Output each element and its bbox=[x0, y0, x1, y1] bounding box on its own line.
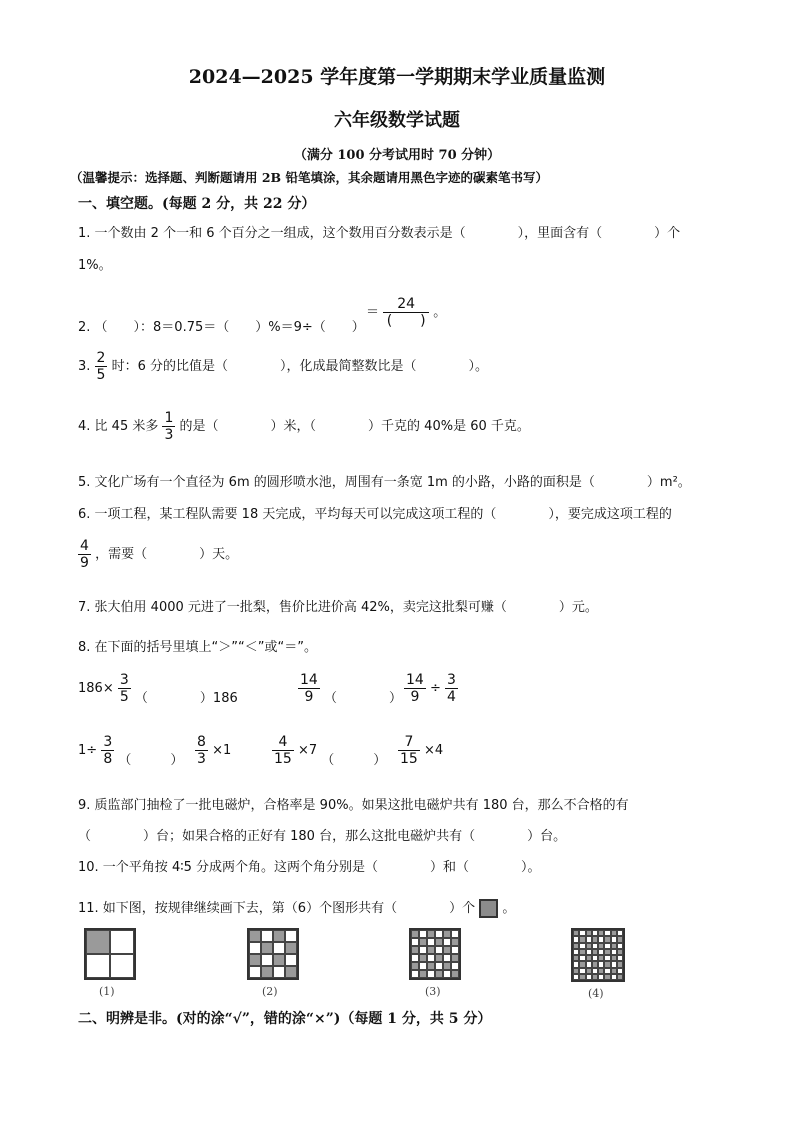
q8c-den1: 9 bbox=[410, 689, 420, 706]
q8a-post: （ ）186 bbox=[134, 691, 238, 707]
pattern-cell bbox=[411, 946, 419, 954]
q8b-den: 9 bbox=[304, 689, 314, 706]
pattern-cell bbox=[427, 946, 435, 954]
pattern-cell bbox=[435, 954, 443, 962]
pattern-cell bbox=[451, 962, 459, 970]
pattern-cell bbox=[411, 938, 419, 946]
q4-text: 的是（ ）米，（ ）千克的 40%是 60 千克。 bbox=[179, 419, 530, 435]
pattern-cell bbox=[273, 930, 285, 942]
figure-3-label: (3) bbox=[425, 985, 441, 998]
q3-denominator: 5 bbox=[96, 367, 106, 384]
pattern-figure-4 bbox=[571, 928, 625, 982]
q3-text: 时：6 分的比值是（ ），化成最简整数比是（ ）。 bbox=[111, 359, 489, 375]
q3-numerator: 2 bbox=[96, 350, 106, 366]
q8e-fraction bbox=[195, 734, 208, 767]
q2-numerator: 24 bbox=[383, 296, 429, 313]
pattern-cell bbox=[261, 966, 273, 978]
q8c-op: ÷ bbox=[429, 681, 441, 697]
pattern-cell bbox=[86, 954, 110, 978]
pattern-cell bbox=[285, 966, 297, 978]
figure-2-label: (2) bbox=[262, 985, 278, 998]
pattern-cell bbox=[451, 946, 459, 954]
pattern-cell bbox=[435, 930, 443, 938]
pattern-cell bbox=[451, 930, 459, 938]
pattern-cell bbox=[411, 962, 419, 970]
q8a-fraction bbox=[118, 672, 131, 705]
question-9-line1: 9. 质监部门抽检了一批电磁炉，合格率是 90%。如果这批电磁炉共有 180 台，那么不合格的有 bbox=[78, 798, 629, 813]
q8-item-f bbox=[272, 734, 386, 767]
pattern-cell bbox=[249, 954, 261, 966]
figure-1-label: (1) bbox=[99, 985, 115, 998]
q2-eq: ＝ bbox=[366, 305, 380, 321]
pattern-cell bbox=[443, 946, 451, 954]
question-9-line2: （ ）台；如果合格的正好有 180 台，那么这批电磁炉共有（ ）台。 bbox=[78, 829, 567, 844]
pattern-cell bbox=[435, 962, 443, 970]
pattern-cell bbox=[443, 938, 451, 946]
pattern-cell bbox=[427, 938, 435, 946]
pattern-cell bbox=[427, 954, 435, 962]
exam-subtitle: 六年级数学试题 bbox=[334, 110, 460, 131]
pattern-cell bbox=[249, 942, 261, 954]
q8g-num: 7 bbox=[398, 734, 420, 751]
pattern-figure-3 bbox=[409, 928, 461, 980]
q8d-den: 8 bbox=[103, 751, 113, 768]
q8f-den: 15 bbox=[274, 751, 292, 768]
pattern-cell bbox=[443, 954, 451, 962]
q8f-post: ×7 bbox=[297, 743, 318, 759]
q8c-fraction-1 bbox=[404, 672, 426, 705]
pattern-cell bbox=[419, 962, 427, 970]
question-2: 2. （ ）：8＝0.75＝（ ）%＝9÷（ ） bbox=[78, 320, 365, 335]
pattern-cell bbox=[451, 938, 459, 946]
pattern-cell bbox=[86, 930, 110, 954]
q4-denominator: 3 bbox=[164, 427, 174, 444]
q8-item-c bbox=[404, 672, 458, 705]
q3-number: 3. bbox=[78, 359, 95, 375]
q8e-den: 3 bbox=[197, 751, 206, 768]
pattern-cell bbox=[411, 970, 419, 978]
pattern-figure-2 bbox=[247, 928, 299, 980]
q6-denominator: 9 bbox=[80, 555, 89, 572]
q8f-fraction bbox=[272, 734, 294, 767]
pattern-cell bbox=[110, 954, 134, 978]
q8-item-g bbox=[398, 734, 443, 767]
q8g-fraction bbox=[398, 734, 420, 767]
q4-pre: 4. 比 45 米多 bbox=[78, 419, 159, 435]
q8f-blank: （ ） bbox=[321, 753, 387, 769]
q2-fraction bbox=[383, 296, 429, 329]
q4-numerator: 1 bbox=[164, 410, 174, 426]
q8-item-d bbox=[78, 734, 183, 767]
q8a-num: 3 bbox=[119, 672, 129, 688]
pattern-cell bbox=[419, 946, 427, 954]
q8d-post: （ ） bbox=[118, 753, 184, 769]
question-11 bbox=[78, 897, 515, 918]
section2-heading: 二、明辨是非。(对的涂“√”，错的涂“×”)（每题 1 分，共 5 分） bbox=[78, 1011, 492, 1027]
pattern-cell bbox=[249, 930, 261, 942]
pattern-cell bbox=[285, 942, 297, 954]
q8-item-b bbox=[298, 672, 402, 705]
pattern-cell bbox=[427, 970, 435, 978]
figure-4-label: (4) bbox=[588, 987, 604, 1000]
q8c-num1: 14 bbox=[406, 672, 424, 688]
pattern-cell bbox=[261, 930, 273, 942]
pattern-cell bbox=[273, 942, 285, 954]
pattern-cell bbox=[443, 962, 451, 970]
pattern-cell bbox=[273, 966, 285, 978]
pattern-cell bbox=[617, 974, 623, 980]
q8-item-e bbox=[195, 734, 231, 767]
question-2-fraction bbox=[366, 296, 446, 329]
pattern-cell bbox=[427, 962, 435, 970]
pattern-cell bbox=[285, 954, 297, 966]
pattern-figure-1 bbox=[84, 928, 136, 980]
pattern-cell bbox=[411, 930, 419, 938]
pattern-cell bbox=[419, 954, 427, 962]
q3-fraction bbox=[95, 350, 108, 383]
pattern-cell bbox=[110, 930, 134, 954]
question-4 bbox=[78, 410, 530, 443]
q8a-pre: 186× bbox=[78, 681, 114, 697]
q8f-num: 4 bbox=[272, 734, 294, 751]
q11-text: 11. 如下图，按规律继续画下去，第（6）个图形共有（ ）个 bbox=[78, 901, 476, 916]
pattern-cell bbox=[249, 966, 261, 978]
pattern-cell bbox=[443, 970, 451, 978]
q8b-num: 14 bbox=[300, 672, 318, 688]
question-8: 8. 在下面的括号里填上“＞”“＜”或“＝”。 bbox=[78, 640, 317, 655]
exam-tip: （温馨提示：选择题、判断题请用 2B 铅笔填涂，其余题请用黑色字迹的碳素笔书写） bbox=[70, 170, 548, 185]
q8b-fraction bbox=[298, 672, 320, 705]
pattern-cell bbox=[419, 938, 427, 946]
pattern-cell bbox=[261, 942, 273, 954]
question-10: 10. 一个平角按 4∶5 分成两个角。这两个角分别是（ ）和（ ）。 bbox=[78, 860, 541, 875]
pattern-cell bbox=[419, 930, 427, 938]
q8c-fraction-2 bbox=[445, 672, 458, 705]
question-5: 5. 文化广场有一个直径为 6m 的圆形喷水池，周围有一条宽 1m 的小路，小路的面积是（ ）m²。 bbox=[78, 475, 691, 490]
question-6-line2 bbox=[78, 538, 238, 571]
question-1-line1: 1. 一个数由 2 个一和 6 个百分之一组成，这个数用百分数表示是（ ），里面含有（ ）个 bbox=[78, 226, 681, 241]
q8b-post: （ ） bbox=[323, 691, 402, 707]
pattern-cell bbox=[285, 930, 297, 942]
pattern-cell bbox=[435, 946, 443, 954]
q6-fraction bbox=[78, 538, 91, 571]
q8c-num2: 3 bbox=[447, 672, 456, 688]
question-7: 7. 张大伯用 4000 元进了一批梨，售价比进价高 42%，卖完这批梨可赚（ ）元。 bbox=[78, 600, 598, 615]
exam-info: （满分 100 分考试用时 70 分钟） bbox=[293, 148, 501, 163]
q6-text: ，需要（ ）天。 bbox=[95, 547, 239, 563]
pattern-cell bbox=[427, 930, 435, 938]
pattern-cell bbox=[273, 954, 285, 966]
q8a-den: 5 bbox=[119, 689, 129, 706]
gray-square-icon bbox=[479, 899, 498, 918]
q8c-den2: 4 bbox=[447, 689, 456, 706]
q8-item-a bbox=[78, 672, 238, 705]
exam-title: 2024—2025 学年度第一学期期末学业质量监测 bbox=[188, 66, 606, 88]
pattern-cell bbox=[411, 954, 419, 962]
pattern-cell bbox=[261, 954, 273, 966]
q8d-pre: 1÷ bbox=[78, 743, 98, 759]
q8g-post: ×4 bbox=[423, 743, 444, 759]
q8g-den: 15 bbox=[400, 751, 418, 768]
pattern-cell bbox=[419, 970, 427, 978]
q2-denominator: ( ) bbox=[386, 313, 426, 330]
q4-fraction bbox=[162, 410, 175, 443]
section1-heading: 一、填空题。(每题 2 分，共 22 分） bbox=[78, 196, 316, 212]
q8e-post: ×1 bbox=[212, 743, 232, 759]
q6-numerator: 4 bbox=[80, 538, 89, 554]
q2-end: 。 bbox=[433, 305, 447, 321]
pattern-cell bbox=[451, 954, 459, 962]
question-3 bbox=[78, 350, 488, 383]
q8e-num: 8 bbox=[197, 734, 206, 750]
pattern-cell bbox=[435, 970, 443, 978]
q8d-fraction bbox=[101, 734, 114, 767]
q11-end: 。 bbox=[502, 901, 516, 916]
pattern-cell bbox=[435, 938, 443, 946]
question-1-line2: 1%。 bbox=[78, 258, 112, 273]
q8d-num: 3 bbox=[103, 734, 113, 750]
pattern-cell bbox=[443, 930, 451, 938]
pattern-cell bbox=[451, 970, 459, 978]
question-6-line1: 6. 一项工程，某工程队需要 18 天完成，平均每天可以完成这项工程的（ ），要完成这项工程的 bbox=[78, 507, 672, 522]
